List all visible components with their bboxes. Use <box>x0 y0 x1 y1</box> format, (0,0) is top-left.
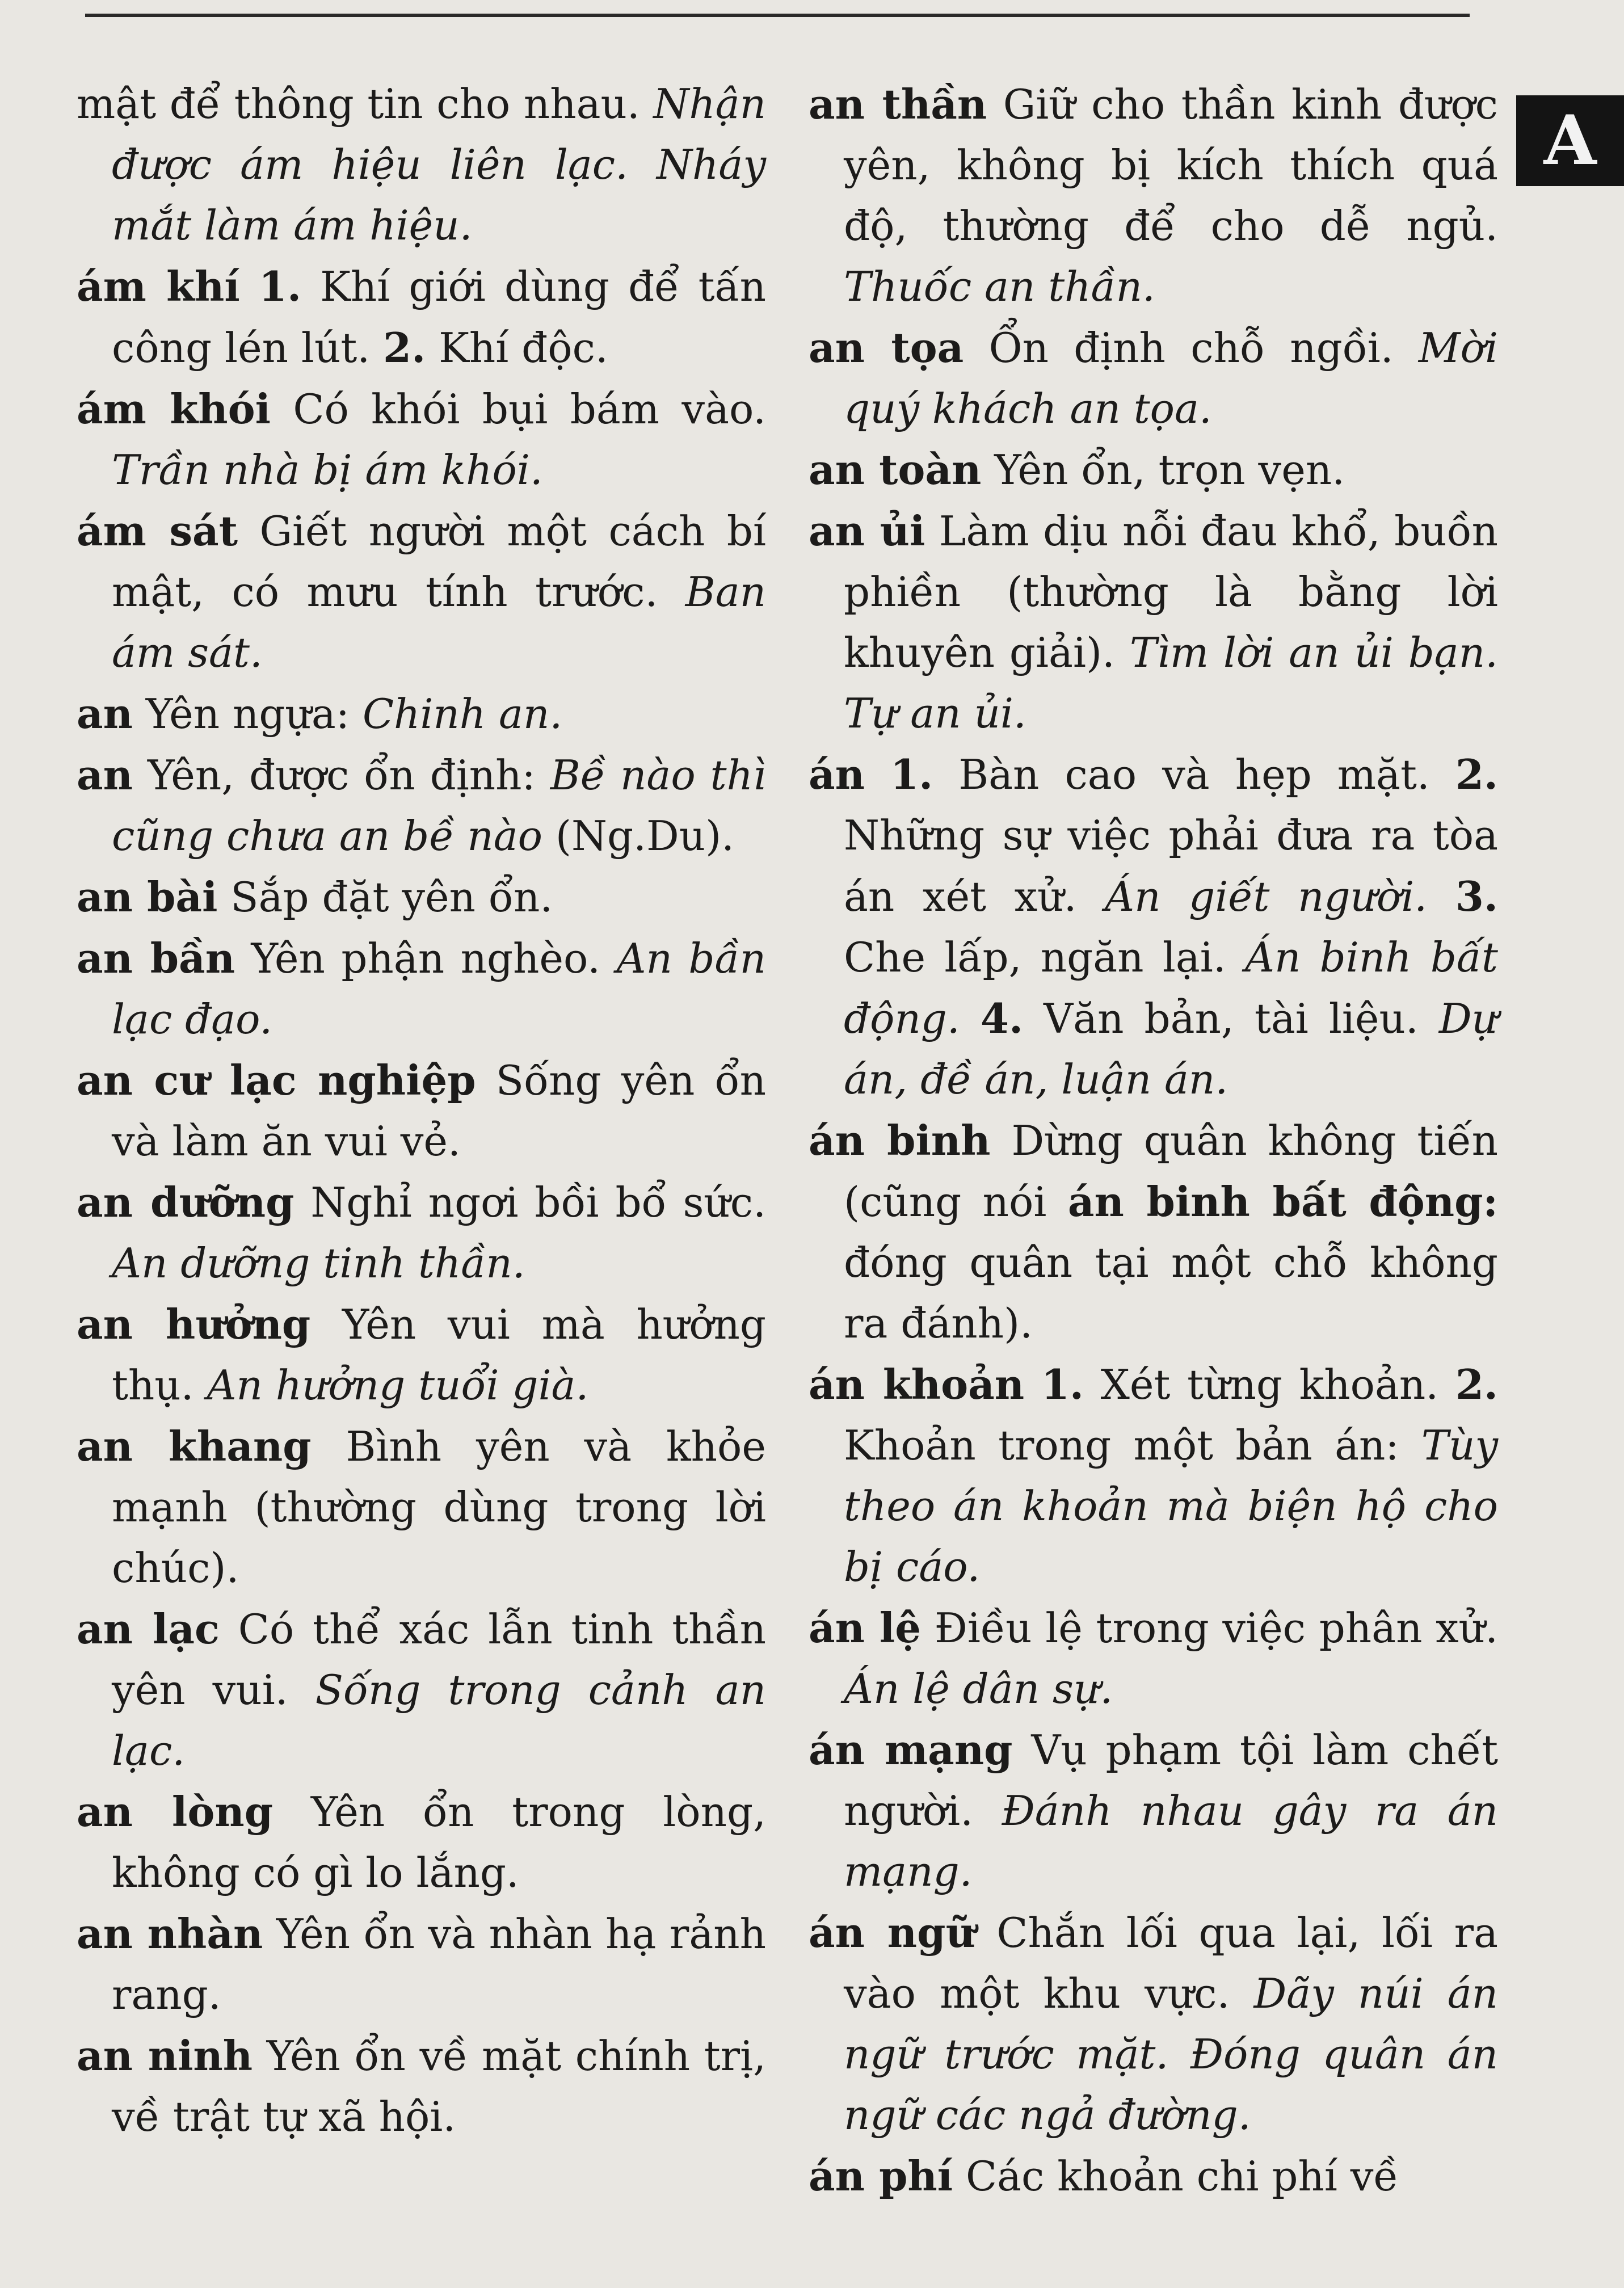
headword: ám sát <box>77 507 238 555</box>
example-text: Đánh nhau gây ra án mạng. <box>844 1787 1499 1895</box>
definition-text: Ổn định chỗ ngồi. <box>964 324 1419 372</box>
sense-marker: 1. <box>258 262 302 310</box>
left-column <box>77 74 766 2147</box>
definition-text: Yên, được ổn định: <box>133 751 550 799</box>
headword: an ủi <box>809 507 925 555</box>
definition-text: Văn bản, tài liệu. <box>1023 995 1439 1042</box>
example-text: Thuốc an thần. <box>844 263 1155 310</box>
definition-text: Các khoản chi phí về <box>953 2152 1399 2200</box>
dictionary-entry <box>77 1172 766 1294</box>
definition-text: mật để thông tin cho nhau. <box>77 80 654 128</box>
headword: án ngữ <box>809 1908 975 1957</box>
definition-text: Yên vui mà hưởng thụ. <box>112 1301 767 1409</box>
definition-text: Điều lệ trong việc phân xử. <box>921 1604 1498 1652</box>
definition-text: Chắn lối qua lại, lối ra vào một khu vực. <box>844 1909 1499 2017</box>
headword: an nhàn <box>77 1910 263 1958</box>
section-letter-tab: A <box>1516 95 1624 186</box>
dictionary-entry <box>77 928 766 1050</box>
headword: an cư lạc nghiệp <box>77 1056 476 1104</box>
definition-text: (Ng.Du). <box>542 812 735 860</box>
example-text: Mời quý khách an tọa. <box>844 324 1498 432</box>
example-text: Tìm lời an ủi bạn. Tự an ủi. <box>844 629 1498 737</box>
dictionary-entry <box>809 744 1498 1110</box>
dictionary-entry <box>77 256 766 378</box>
definition-text: Khí giới dùng để tấn công lén lút. <box>112 263 766 372</box>
definition-text: Vụ phạm tội làm chết người. <box>844 1726 1499 1835</box>
definition-text: Sống yên ổn và làm ăn vui vẻ. <box>112 1057 766 1165</box>
definition-text <box>1427 873 1455 920</box>
dictionary-entry <box>809 1902 1498 2146</box>
headword: an khang <box>77 1422 312 1470</box>
dictionary-entry <box>77 1416 766 1599</box>
headword: án khoản <box>809 1360 1025 1408</box>
headword: an dưỡng <box>77 1178 294 1226</box>
sense-marker: 1. <box>1041 1360 1084 1408</box>
example-text: Nhận được ám hiệu liên lạc. Nháy mắt làm ám hiệu. <box>112 80 766 249</box>
definition-text: Yên ngựa: <box>133 690 363 738</box>
example-text: Chinh an. <box>362 690 563 738</box>
top-rule <box>85 14 1470 17</box>
example-text: Tùy theo án khoản mà biện hộ cho bị cáo. <box>844 1421 1498 1591</box>
definition-text: Giết người một cách bí mật, có mưu tính trước. <box>112 507 766 616</box>
definition-text: Yên phận nghèo. <box>235 935 617 982</box>
headword: an <box>77 751 133 799</box>
dictionary-entry <box>809 317 1498 439</box>
headword: ám khí <box>77 262 240 310</box>
dictionary-entry <box>809 2146 1498 2207</box>
headword: an ninh <box>77 2032 253 2080</box>
headword: án lệ <box>809 1604 922 1652</box>
headword: ám khói <box>77 385 271 433</box>
dictionary-entry <box>77 1903 766 2025</box>
example-text: An bần lạc đạo. <box>112 935 766 1043</box>
definition-text: Bàn cao và hẹp mặt. <box>933 751 1455 798</box>
example-text: Án binh bất động. <box>844 933 1498 1042</box>
dictionary-entry <box>809 439 1498 500</box>
definition-text: đóng quân tại một chỗ không ra đánh). <box>844 1239 1498 1347</box>
definition-text <box>1024 1361 1041 1408</box>
definition-text: Những sự việc phải đưa ra tòa án xét xử. <box>844 811 1498 920</box>
example-text: Ban ám sát. <box>112 568 766 676</box>
dictionary-entry <box>77 2025 766 2147</box>
sense-marker: án binh bất động: <box>1067 1177 1499 1226</box>
right-column <box>809 74 1498 2207</box>
definition-text: Che lấp, ngăn lại. <box>844 933 1246 981</box>
definition-text: Bình yên và khỏe mạnh (thường dùng trong lời chúc). <box>112 1423 766 1592</box>
example-text: Bề nào thì cũng chưa an bề nào <box>112 751 766 860</box>
example-text: Dãy núi án ngữ trước mặt. Đóng quân án ngữ các ngả đường. <box>844 1970 1499 2139</box>
example-text: Án lệ dân sự. <box>844 1665 1113 1713</box>
definition-text: Nghỉ ngơi bồi bổ sức. <box>294 1179 766 1226</box>
headword: án binh <box>809 1116 991 1164</box>
dictionary-entry <box>77 74 766 256</box>
headword: an lòng <box>77 1788 274 1836</box>
dictionary-entry <box>77 745 766 867</box>
definition-text: Làm dịu nỗi đau khổ, buồn phiền (thường là bằng lời khuyên giải). <box>844 507 1499 676</box>
dictionary-entry <box>809 1110 1498 1354</box>
dictionary-entry <box>77 1050 766 1172</box>
dictionary-entry <box>809 74 1498 317</box>
definition-text: Có thể xác lẫn tinh thần yên vui. <box>112 1605 766 1714</box>
dictionary-entry <box>809 500 1498 744</box>
sense-marker: 2. <box>383 323 426 372</box>
headword: an thần <box>809 80 987 128</box>
example-text: Trần nhà bị ám khói. <box>112 446 543 494</box>
dictionary-entry <box>77 683 766 745</box>
headword: an <box>77 689 133 738</box>
dictionary-entry <box>77 1599 766 1781</box>
definition-text: Giữ cho thần kinh được yên, không bị kích thích quá độ, thường để cho dễ ngủ. <box>844 81 1499 250</box>
dictionary-entry <box>809 1597 1498 1719</box>
definition-text: Khoản trong một bản án: <box>844 1421 1421 1469</box>
definition-text: Dừng quân không tiến (cũng nói <box>844 1117 1498 1226</box>
example-text: Án giết người. <box>1105 873 1428 920</box>
definition-text: Yên ổn trong lòng, không có gì lo lắng. <box>112 1788 766 1896</box>
headword: an hưởng <box>77 1300 311 1348</box>
dictionary-entry <box>809 1719 1498 1902</box>
sense-marker: 4. <box>980 994 1024 1042</box>
dictionary-entry <box>809 1354 1498 1597</box>
definition-text: Xét từng khoản. <box>1083 1361 1455 1408</box>
definition-text <box>960 995 981 1042</box>
definition-text <box>240 263 259 310</box>
headword: an bần <box>77 934 235 982</box>
sense-marker: 1. <box>890 750 933 798</box>
dictionary-entry <box>77 1781 766 1903</box>
example-text: An hưởng tuổi già. <box>207 1361 589 1409</box>
dictionary-entry <box>77 1294 766 1416</box>
definition-text: Yên ổn và nhàn hạ rảnh rang. <box>112 1910 766 2018</box>
example-text: An dưỡng tinh thần. <box>112 1239 525 1287</box>
headword: an toàn <box>809 445 982 494</box>
sense-marker: 3. <box>1455 872 1498 920</box>
dictionary-entry <box>77 500 766 683</box>
sense-marker: 2. <box>1455 750 1498 798</box>
definition-text: Khí độc. <box>426 324 608 372</box>
headword: án phí <box>809 2152 953 2200</box>
example-text: Dự án, đề án, luận án. <box>844 995 1498 1103</box>
definition-text <box>865 751 890 798</box>
dictionary-entry <box>77 378 766 500</box>
headword: an tọa <box>809 323 964 372</box>
headword: an lạc <box>77 1605 220 1653</box>
headword: an bài <box>77 873 218 921</box>
headword: án <box>809 750 865 798</box>
definition-text: Yên ổn về mặt chính trị, về trật tự xã hội. <box>112 2032 766 2140</box>
example-text: Sống trong cảnh an lạc. <box>112 1666 766 1774</box>
dictionary-entry <box>77 867 766 928</box>
sense-marker: 2. <box>1455 1360 1498 1408</box>
headword: án mạng <box>809 1726 1013 1774</box>
definition-text: Sắp đặt yên ổn. <box>217 873 553 921</box>
definition-text: Yên ổn, trọn vẹn. <box>981 446 1345 494</box>
definition-text: Có khói bụi bám vào. <box>271 385 767 433</box>
